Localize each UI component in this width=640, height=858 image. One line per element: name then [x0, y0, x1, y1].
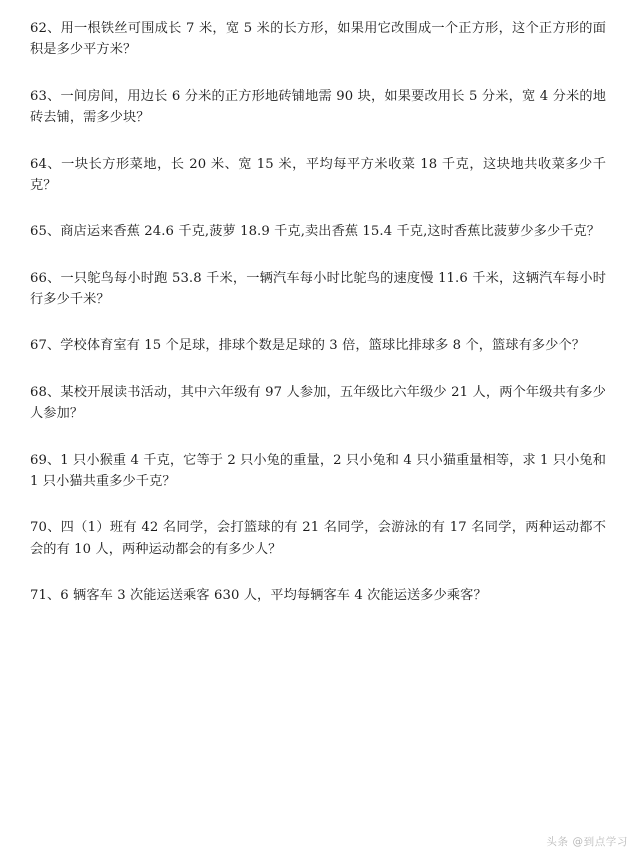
watermark-label: 头条 @到点学习 — [546, 836, 628, 848]
problem-item: 69、1 只小猴重 4 千克，它等于 2 只小兔的重量，2 只小兔和 4 只小猫重量相等，求 1 只小兔和 1 只小猫共重多少千克？ — [30, 452, 606, 489]
problem-item: 70、四（1）班有 42 名同学，会打篮球的有 21 名同学，会游泳的有 17 名同学，两种运动都不会的有 10 人，两种运动都会的有多少人？ — [30, 520, 606, 557]
problem-item: 71、6 辆客车 3 次能运送乘客 630 人，平均每辆客车 4 次能运送多少乘客？ — [30, 588, 487, 603]
problem-item: 68、某校开展读书活动，其中六年级有 97 人参加，五年级比六年级少 21 人，两个年级共有多少人参加？ — [30, 384, 606, 422]
problem-item: 66、一只鸵鸟每小时跑 53.8 千米，一辆汽车每小时比鸵鸟的速度慢 11.6 千米，这辆汽车每小时行多少千米？ — [30, 270, 606, 307]
problem-item: 65、商店运来香蕉 24.6 千克,菠萝 18.9 千克,卖出香蕉 15.4 千克,这时香蕉比菠萝少多少千克？ — [30, 224, 601, 240]
problem-item: 67、学校体育室有 15 个足球，排球个数是足球的 3 倍，篮球比排球多 8 个，篮球有多少个？ — [30, 338, 586, 354]
problem-item: 64、一块长方形菜地，长 20 米、宽 15 米，平均每平方米收菜 18 千克，这块地共收菜多少千克？ — [30, 156, 606, 193]
problem-item: 62、用一根铁丝可围成长 7 米，宽 5 米的长方形，如果用它改围成一个正方形，这个正方形的面积是多少平方米？ — [30, 21, 606, 58]
problem-item: 63、一间房间，用边长 6 分米的正方形地砖铺地需 90 块，如果要改用长 5 分米，宽 4 分米的地砖去铺，需多少块？ — [30, 88, 606, 126]
